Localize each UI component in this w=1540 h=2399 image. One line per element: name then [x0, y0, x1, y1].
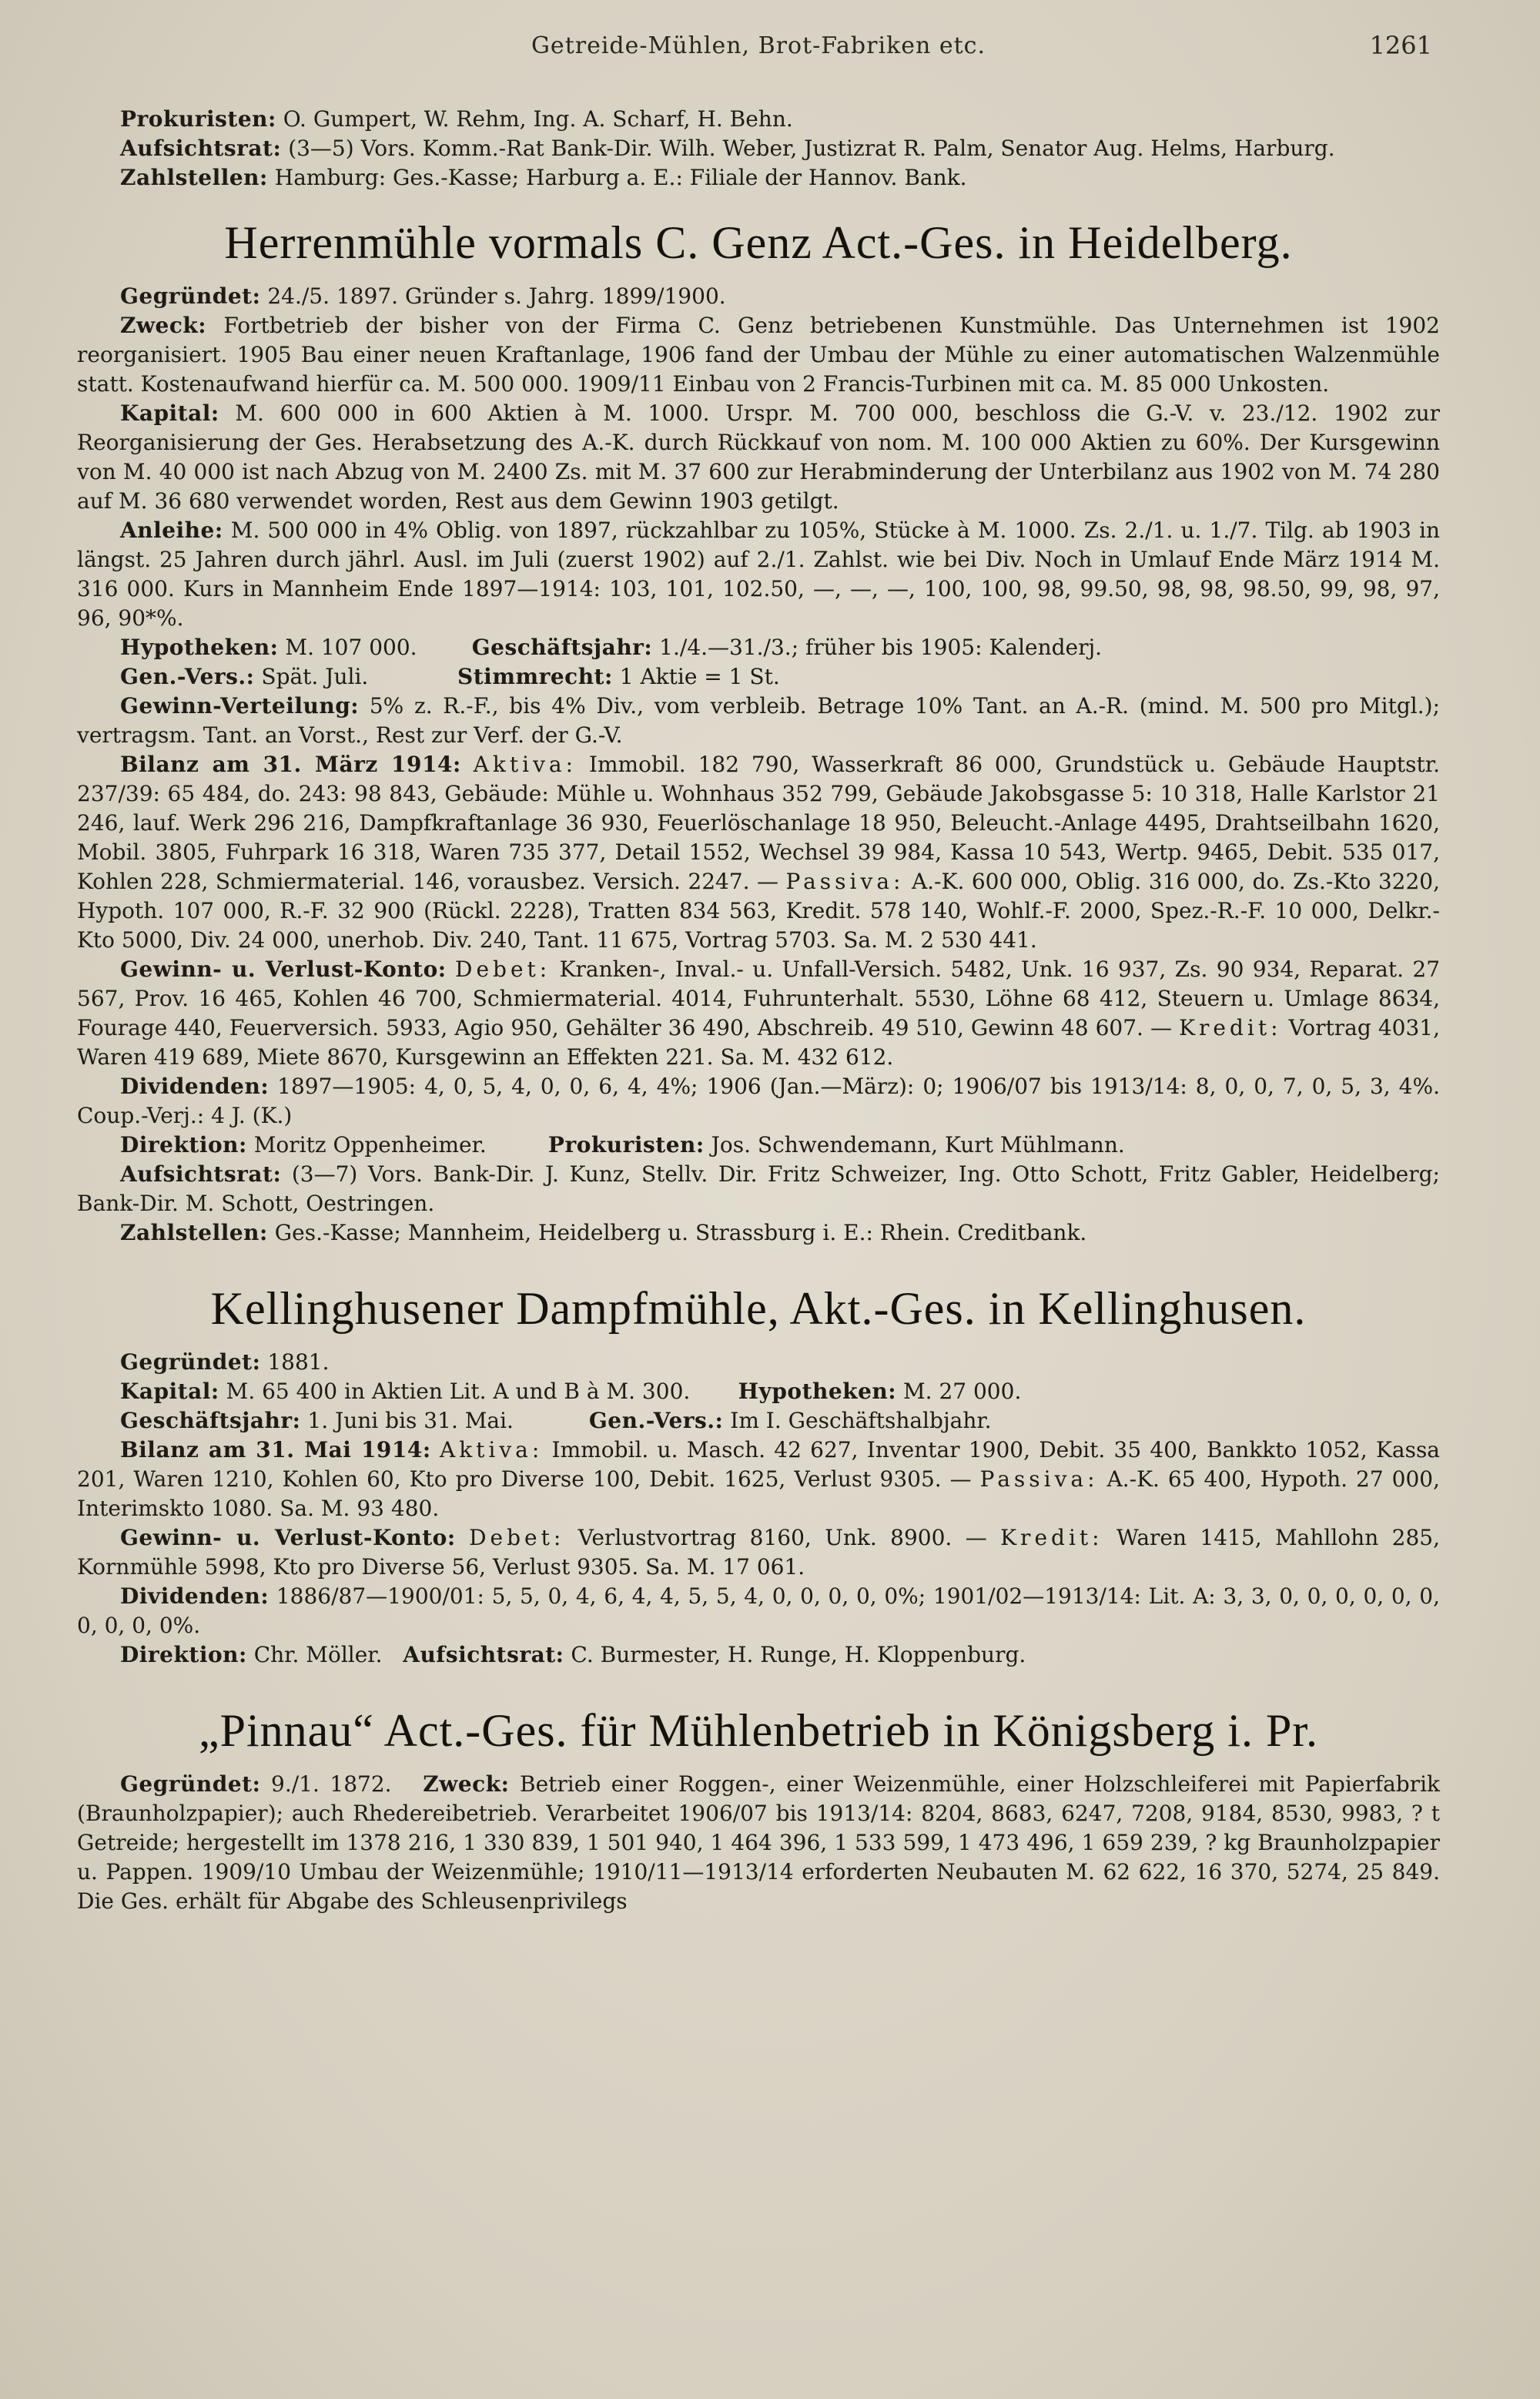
company-title-kellinghusen: Kellinghusener Dampfmühle, Akt.-Ges. in Kellinghusen.: [210, 1283, 1307, 1334]
hm-direktion: Direktion: Moritz Oppenheimer. Prokuristen: Jos. Schwendemann, Kurt Mühlmann.: [120, 1132, 1125, 1158]
running-title: Getreide-Mühlen, Brot-Fabriken etc.: [531, 32, 986, 59]
prev-zahlstellen: Zahlstellen: Hamburg: Ges.-Kasse; Harburg a. E.: Filiale der Hannov. Bank.: [120, 165, 967, 190]
hm-genvers: Gen.-Vers.: Spät. Juli. Stimmrecht: 1 Aktie = 1 St.: [120, 664, 780, 689]
hm-gegruendet: Gegründet: 24./5. 1897. Gründer s. Jahrg. 1899/1900.: [120, 283, 726, 309]
hm-bilanz: Bilanz am 31. März 1914: Aktiva: Immobil. 182 790, Wasserkraft 86 000, Grundstück u. Gebäude Hauptstr. 237/39: 65 484, do. 243: 98 843, Gebäude: Mühle u. Wohnhaus 352 799, Gebäude Jakobsgasse 5: 10 318, Halle Karlstor 21 246, lauf. Werk 296 216, Dampfkraftanlage 36 930, Feuerlöschanlage 18 950, Beleucht.-Anlage 4495, Drahtseilbahn 1620, Mobil. 3805, Fuhrpark 16 318, Waren 735 377, Detail 1552, Wechsel 39 984, Kassa 10 543, Wertp. 9465, Debit. 535 017, Kohlen 228, Schmiermaterial. 146, vorausbez. Versich. 2247. — Passiva: A.-K. 600 000, Oblig. 316 000, do. Zs.-Kto 3220, Hypoth. 107 000, R.-F. 32 900 (Rückl. 2228), Tratten 834 563, Kredit. 578 140, Wohlf.-F. 2000, Spez.-R.-F. 10 000, Delkr.-Kto 5000, Div. 24 000, unerhob. Div. 240, Tant. 11 675, Vortrag 5703. Sa. M. 2 530 441.: [77, 752, 1441, 953]
kh-bilanz: Bilanz am 31. Mai 1914: Aktiva: Immobil. u. Masch. 42 627, Inventar 1900, Debit. 35 400, Bankkto 1052, Kassa 201, Waren 1210, Kohlen 60, Kto pro Diverse 100, Debit. 1625, Verlust 9305. — Passiva: A.-K. 65 400, Hypoth. 27 000, Interimskto 1080. Sa. M. 93 480.: [77, 1437, 1441, 1521]
company-title-pinnau: „Pinnau“ Act.-Ges. für Mühlenbetrieb in Königsberg i. Pr.: [199, 1705, 1318, 1756]
page-header: [77, 28, 1440, 74]
kh-direktion: Direktion: Chr. Möller. Aufsichtsrat: C. Burmester, H. Runge, H. Kloppenburg.: [120, 1642, 1026, 1667]
page-number: 1261: [1369, 31, 1432, 60]
pn-gegruendet-zweck: Gegründet: 9./1. 1872. Zweck: Betrieb einer Roggen-, einer Weizenmühle, einer Holzschleiferei mit Papierfabrik (Braunholzpapier); auch Rhedereibetrieb. Verarbeitet 1906/07 bis 1913/14: 8204, 8683, 6247, 7208, 9184, 8530, 9983, ? t Getreide; hergestellt im 1378 216, 1 330 839, 1 501 940, 1 464 396, 1 533 599, 1 473 496, 1 659 239, ? kg Braunholzpapier u. Pappen. 1909/10 Umbau der Weizenmühle; 1910/11—1913/14 erforderten Neubauten M. 62 622, 16 370, 5274, 25 849. Die Ges. erhält für Abgabe des Schleusenprivilegs: [77, 1771, 1441, 1914]
prev-prokuristen: Prokuristen: O. Gumpert, W. Rehm, Ing. A. Scharf, H. Behn.: [120, 106, 793, 132]
hm-zweck: Zweck: Fortbetrieb der bisher von der Firma C. Genz betriebenen Kunstmühle. Das Unternehmen ist 1902 reorganisiert. 1905 Bau einer neuen Kraftanlage, 1906 fand der Umbau der Mühle zu einer automatischen Walzenmühle statt. Kostenaufwand hierfür ca. M. 500 000. 1909/11 Einbau von 2 Francis-Turbinen mit ca. M. 85 000 Unkosten.: [77, 313, 1440, 397]
hm-aufsichtsrat: Aufsichtsrat: (3—7) Vors. Bank-Dir. J. Kunz, Stellv. Dir. Fritz Schweizer, Ing. Otto Schott, Fritz Gabler, Heidelberg; Bank-Dir. M. Schott, Oestringen.: [77, 1161, 1440, 1216]
hm-kapital: Kapital: M. 600 000 in 600 Aktien à M. 1000. Urspr. M. 700 000, beschloss die G.-V. v. 23./12. 1902 zur Reorganisierung der Ges. Herabsetzung des A.-K. durch Rückkauf von nom. M. 100 000 Aktien zu 60%. Der Kursgewinn von M. 40 000 ist nach Abzug von M. 2400 Zs. mit M. 37 600 zur Herabminderung der Unterbilanz aus 1902 von M. 74 280 auf M. 36 680 verwendet worden, Rest aus dem Gewinn 1903 getilgt.: [77, 400, 1440, 514]
prev-aufsichtsrat: Aufsichtsrat: (3—5) Vors. Komm.-Rat Bank-Dir. Wilh. Weber, Justizrat R. Palm, Senator Aug. Helms, Harburg.: [120, 136, 1335, 161]
kh-dividenden: Dividenden: 1886/87—1900/01: 5, 5, 0, 4, 6, 4, 4, 5, 5, 4, 0, 0, 0, 0, 0%; 1901/02—1913/14: Lit. A: 3, 3, 0, 0, 0, 0, 0, 0, 0, 0, 0, 0%.: [77, 1583, 1440, 1638]
hm-anleihe: Anleihe: M. 500 000 in 4% Oblig. von 1897, rückzahlbar zu 105%, Stücke à M. 1000. Zs. 2./1. u. 1./7. Tilg. ab 1903 in längst. 25 Jahren durch jährl. Ausl. im Juli (zuerst 1902) auf 2./1. Zahlst. wie bei Div. Noch in Umlauf Ende März 1914 M. 316 000. Kurs in Mannheim Ende 1897—1914: 103, 101, 102.50, —, —, —, 100, 100, 98, 99.50, 98, 98, 98.50, 99, 98, 97, 96, 90*%.: [77, 518, 1440, 631]
hm-guv: Gewinn- u. Verlust-Konto: Debet: Kranken-, Inval.- u. Unfall-Versich. 5482, Unk. 16 937, Zs. 90 934, Reparat. 27 567, Prov. 16 465, Kohlen 46 700, Schmiermaterial. 4014, Fuhrunterhalt. 5530, Löhne 68 412, Steuern u. Umlage 8634, Fourage 440, Feuerversich. 5933, Agio 950, Gehälter 36 490, Abschreib. 49 510, Gewinn 48 607. — Kredit: Vortrag 4031, Waren 419 689, Miete 8670, Kursgewinn an Effekten 221. Sa. M. 432 612.: [77, 957, 1441, 1070]
hm-zahlstellen: Zahlstellen: Ges.-Kasse; Mannheim, Heidelberg u. Strassburg i. E.: Rhein. Creditbank.: [120, 1220, 1087, 1245]
kh-kapital: Kapital: M. 65 400 in Aktien Lit. A und B à M. 300. Hypotheken: M. 27 000.: [120, 1379, 1022, 1404]
kh-gegruendet: Gegründet: 1881.: [120, 1349, 330, 1375]
hm-hypotheken: Hypotheken: M. 107 000. Geschäftsjahr: 1./4.—31./3.; früher bis 1905: Kalenderj.: [120, 635, 1103, 660]
hm-gewinnverteilung: Gewinn-Verteilung: 5% z. R.-F., bis 4% Div., vom verbleib. Betrage 10% Tant. an A.-R. (mind. M. 500 pro Mitgl.); vertragsm. Tant. an Vorst., Rest zur Verf. der G.-V.: [77, 693, 1440, 748]
hm-dividenden: Dividenden: 1897—1905: 4, 0, 5, 4, 0, 0, 6, 4, 4%; 1906 (Jan.—März): 0; 1906/07 bis 1913/14: 8, 0, 0, 7, 0, 5, 3, 4%. Coup.-Verj.: 4 J. (K.): [77, 1074, 1440, 1128]
company-title-herrenmuehle: Herrenmühle vormals C. Genz Act.-Ges. in Heidelberg.: [224, 217, 1293, 268]
kh-guv: Gewinn- u. Verlust-Konto: Debet: Verlustvortrag 8160, Unk. 8900. — Kredit: Waren 1415, Mahllohn 285, Kornmühle 5998, Kto pro Diverse 56, Verlust 9305. Sa. M. 17 061.: [77, 1525, 1440, 1580]
kh-geschaeftsjahr: Geschäftsjahr: 1. Juni bis 31. Mai. Gen.-Vers.: Im I. Geschäftshalbjahr.: [120, 1408, 992, 1433]
